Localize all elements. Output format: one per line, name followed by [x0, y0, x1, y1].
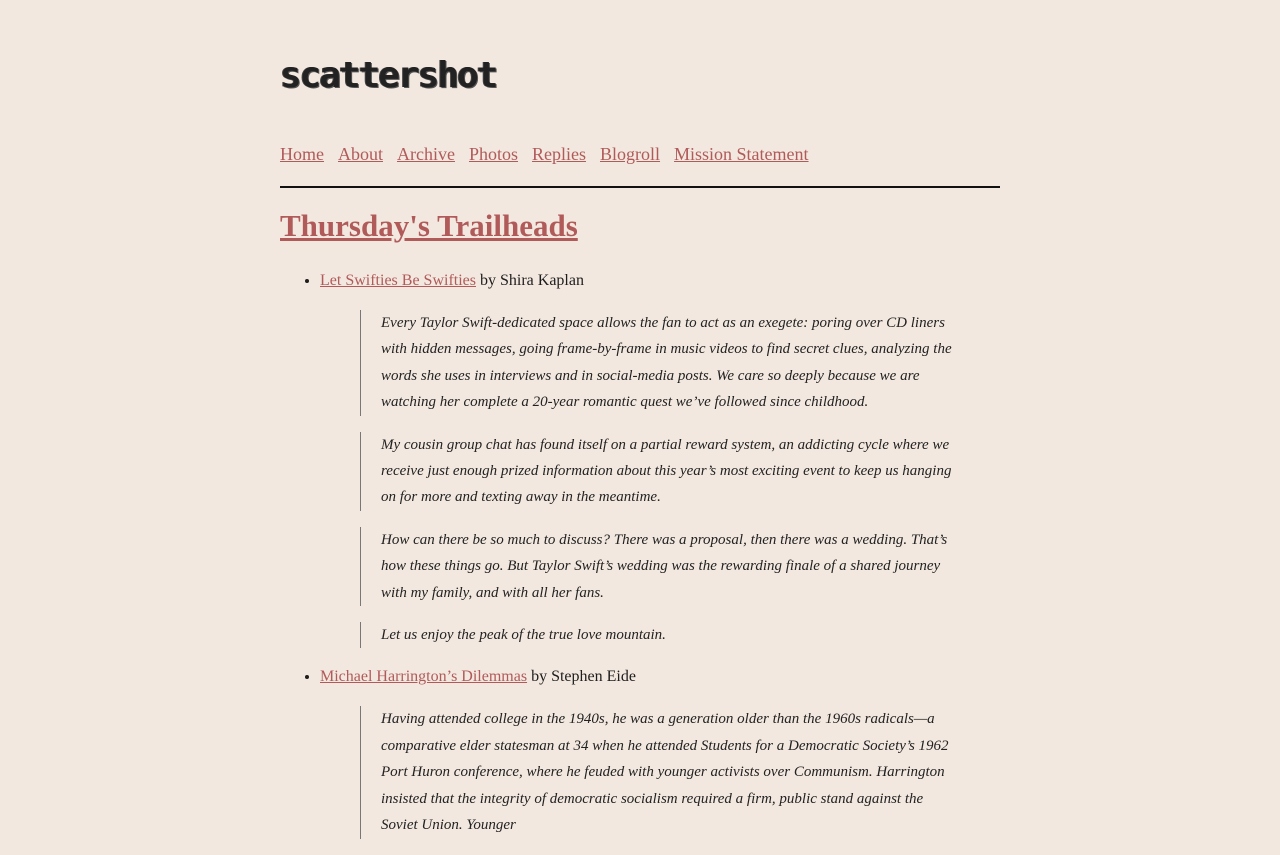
quote-group — [320, 706, 1000, 838]
nav-replies[interactable]: Replies — [532, 144, 587, 164]
nav-home[interactable]: Home — [280, 144, 324, 164]
article-link-2[interactable]: Michael Harrington’s Dilemmas — [320, 668, 528, 686]
nav-photos[interactable]: Photos — [468, 144, 519, 164]
quote-group — [320, 310, 1000, 648]
article-link-1[interactable]: Let Swifties Be Swifties — [320, 272, 476, 289]
nav-about[interactable]: About — [338, 144, 383, 164]
nav-mission-statement[interactable]: Mission Statement — [674, 144, 809, 164]
blockquote: Every Taylor Swift-dedicated space allows the fan to act as an exegete: poring over CD liners with hidden messages, going frame-by-frame in music videos to find secret clues, analyzing the words she uses in interviews and in social-media posts. We care so deeply because we are watching her complete a 20-year romantic quest we’ve followed since childhood. — [360, 310, 961, 416]
blockquote: How can there be so much to discuss? There was a proposal, then there was a wedding. That’s how these things go. But Taylor Swift’s wedding was the rewarding finale of a shared journey with my family, and with all her fans. — [360, 527, 961, 606]
list-item — [320, 664, 1000, 838]
site-logo[interactable]: scattershot — [280, 55, 497, 96]
blockquote: My cousin group chat has found itself on a partial reward system, an addicting cycle where we receive just enough prized information about this year’s most exciting event to keep us hanging on for more and texting away in the meantime. — [360, 432, 961, 511]
byline: by Stephen Eide — [527, 668, 636, 686]
list-item — [320, 268, 1000, 648]
post-title-link[interactable]: Thursday's Trailheads — [280, 208, 578, 243]
nav-archive[interactable]: Archive — [397, 144, 455, 164]
blockquote: Let us enjoy the peak of the true love mountain. — [360, 622, 961, 648]
nav-blogroll[interactable]: Blogroll — [600, 144, 661, 164]
post-title — [280, 208, 578, 244]
post-list — [280, 268, 1000, 855]
blockquote: Having attended college in the 1940s, he was a generation older than the 1960s radicals—a comparative elder statesman at 34 when he attended Students for a Democratic Society’s 1962 Port Huron conference, where he feuded with younger activists over Communism. Harrington insisted that the integrity of democratic socialism required a firm, public stand against the Soviet Union. Younger — [360, 706, 961, 838]
byline: by Shira Kaplan — [475, 272, 584, 289]
main-nav — [280, 144, 1000, 188]
